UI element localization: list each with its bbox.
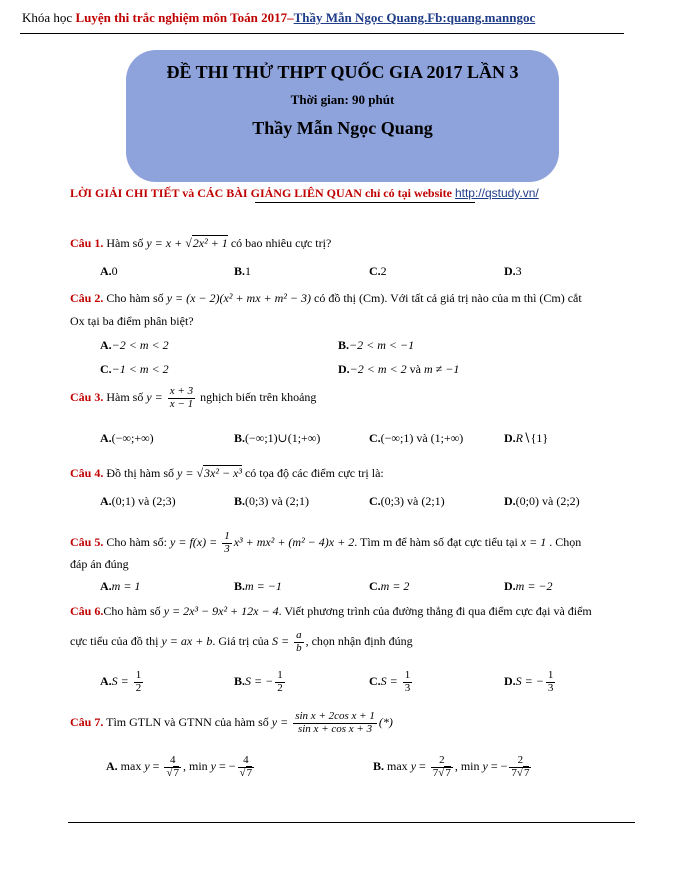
q4-formula: y = √3x² − x³: [177, 466, 242, 480]
q5-option-c[interactable]: C.m = 2: [369, 579, 410, 593]
question-7: Câu 7. Tìm GTLN và GTNN của hàm số y = $\frac{\text{sin x + 2cos x + 1}}{\text{sin x + cos x + 3}}$ (*): [70, 710, 393, 735]
exam-teacher: Thầy Mẫn Ngọc Quang: [252, 118, 433, 138]
q4-option-b[interactable]: B.(0;3) và (2;1): [234, 494, 309, 508]
q3-option-b[interactable]: B.(−∞;1)∪(1;+∞): [234, 431, 321, 445]
q1-formula: y = x + √2x² + 1: [146, 236, 228, 250]
question-1: Câu 1. Hàm số y = x + √2x² + 1 có bao nhiêu cực trị?: [70, 236, 332, 250]
q5-formula: y = f(x) = $\frac{1}{3}$ x³ + mx² + (m² − 4)x + 2: [170, 530, 355, 555]
question-6: Câu 6.Cho hàm số y = 2x³ − 9x² + 12x − 4. Viết phương trình của đường thẳng đi qua điểm cực đại và điểm: [70, 604, 592, 618]
q3-option-d[interactable]: D.R∖{1}: [504, 431, 549, 445]
question-5-cont: đáp án đúng: [70, 557, 129, 571]
question-5: Câu 5. Cho hàm số: y = f(x) = $\frac{1}{3}$ x³ + mx² + (m² − 4)x + 2. Tìm m để hàm số đạt cực tiểu tại x = 1 . Chọn: [70, 530, 582, 555]
q7-option-b[interactable]: B. max y = $\frac{2}{7√7}$ , min y = − $\frac{2}{7√7}$: [373, 754, 530, 779]
q2-option-d[interactable]: D.−2 < m < 2 và m ≠ −1: [338, 362, 460, 376]
question-3: Câu 3. Hàm số y = $\frac{x + 3}{x - 1}$ nghịch biến trên khoảng: [70, 385, 317, 410]
solution-divider: [255, 202, 475, 203]
exam-title-banner: [126, 50, 559, 182]
header-facebook-link[interactable]: Thầy Mẫn Ngọc Quang.Fb:quang.manngoc: [293, 10, 536, 25]
question-6-cont: cực tiểu của đồ thị y = ax + b. Giá trị của S = $\frac{a}{b}$ , chọn nhận định đúng: [70, 629, 413, 654]
exam-time: Thời gian: 90 phút: [290, 92, 395, 107]
header-divider: [20, 33, 624, 34]
exam-title: ĐỀ THI THỬ THPT QUỐC GIA 2017 LẦN 3: [166, 62, 519, 82]
q6-option-c[interactable]: C.S = $\frac{1}{3}$: [369, 669, 411, 694]
q4-option-d[interactable]: D.(0;0) và (2;2): [504, 494, 580, 508]
q2-option-b[interactable]: B.−2 < m < −1: [338, 338, 415, 352]
q4-option-c[interactable]: C.(0;3) và (2;1): [369, 494, 445, 508]
q5-option-a[interactable]: A.m = 1: [100, 579, 141, 593]
q2-option-c[interactable]: C.−1 < m < 2: [100, 362, 169, 376]
q6-option-b[interactable]: B.S = − $\frac{1}{2}$: [234, 669, 283, 694]
website-link[interactable]: http://qstudy.vn/: [454, 186, 539, 200]
q5-option-b[interactable]: B.m = −1: [234, 579, 282, 593]
q3-option-c[interactable]: C.(−∞;1) và (1;+∞): [369, 431, 464, 445]
q7-formula: y = $\frac{\text{sin x + 2cos x + 1}}{\text{sin x + cos x + 3}}$ (*): [271, 710, 393, 735]
question-2-cont: Ox tại ba điểm phân biệt?: [70, 314, 194, 328]
q1-option-b[interactable]: B.1: [234, 264, 252, 278]
question-4: Câu 4. Đồ thị hàm số y = √3x² − x³ có tọa độ các điểm cực trị là:: [70, 466, 384, 480]
q6-option-a[interactable]: A.S = $\frac{1}{2}$: [100, 669, 142, 694]
q6-option-d[interactable]: D.S = − $\frac{1}{3}$: [504, 669, 554, 694]
q6-formula: y = 2x³ − 9x² + 12x − 4: [163, 604, 279, 618]
course-header: Khóa học Luyện thi trắc nghiệm môn Toán 2017–Thầy Mẫn Ngọc Quang.Fb:quang.manngoc: [22, 10, 536, 25]
header-course: Luyện thi trắc nghiệm môn Toán 2017: [75, 10, 288, 25]
q4-option-a[interactable]: A.(0;1) và (2;3): [100, 494, 176, 508]
header-prefix: Khóa học: [22, 10, 76, 25]
q3-option-a[interactable]: A.(−∞;+∞): [100, 431, 154, 445]
question-2: Câu 2. Cho hàm số y = (x − 2)(x² + mx + m² − 3) có đồ thị (Cm). Với tất cả giá trị nào của m thì (Cm) cắt: [70, 291, 582, 305]
q2-option-a[interactable]: A.−2 < m < 2: [100, 338, 169, 352]
q1-option-a[interactable]: A.0: [100, 264, 118, 278]
q2-formula: y = (x − 2)(x² + mx + m² − 3): [166, 291, 311, 305]
footer-divider: [68, 822, 635, 823]
q7-option-a[interactable]: A. max y = $\frac{4}{√7}$ , min y = − $\frac{4}{√7}$: [106, 754, 253, 779]
q1-option-d[interactable]: D.3: [504, 264, 522, 278]
q1-option-c[interactable]: C.2: [369, 264, 387, 278]
q3-formula: y = $\frac{x + 3}{x - 1}$: [146, 385, 194, 410]
solution-notice: LỜI GIẢI CHI TIẾT và CÁC BÀI GIẢNG LIÊN QUAN chỉ có tại website http://qstudy.vn/: [70, 186, 539, 200]
q5-option-d[interactable]: D.m = −2: [504, 579, 553, 593]
